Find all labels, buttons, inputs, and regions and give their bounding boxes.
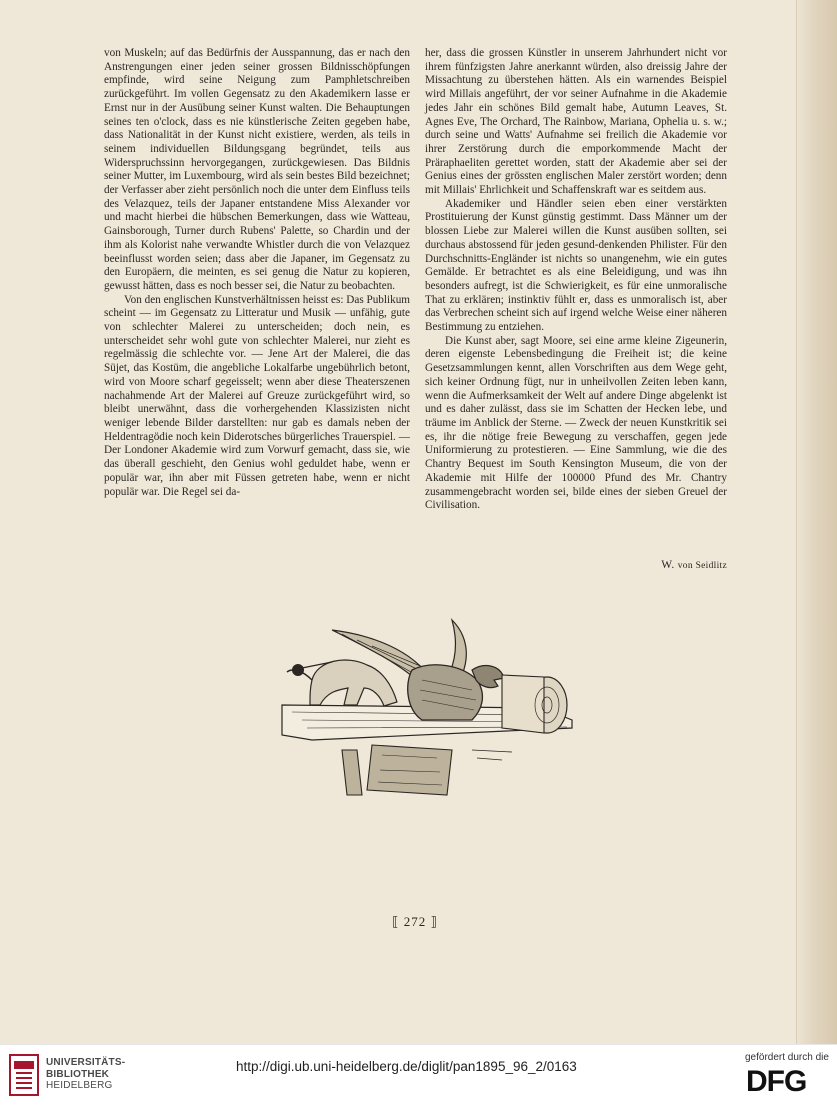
page-gutter bbox=[796, 0, 837, 1044]
footer-bar bbox=[0, 1044, 837, 1105]
heidelberg-ub-logo-icon[interactable] bbox=[8, 1053, 40, 1097]
signature-name: von Seidlitz bbox=[677, 561, 727, 571]
paragraph: Von den englischen Kunstverhältnissen heisst es: Das Publikum scheint — im Gegensatz zu Litteratur und Musik — unfähig, gute von schlechter Malerei zu unterscheiden; doch nein, es unterscheidet sehr wohl gute von schlechter Malerei, nur zieht es regelmässig die schlechte vor. — Jene Art der Malerei, die das Süjet, das Kostüm, die angebliche Lokalfarbe ungebührlich betont, wird von Moore scharf gegeisselt; wenn aber diese Theaterszenen nachahmende Art der Malerei auf Greuze zurückgeführt wird, so bleibt unerwähnt, dass die vorhergehenden Klassizisten nicht weniger lebende Bilder darstellten: nur gab es damals neben der Heldentragödie noch kein Diderotsches bürgerliches Trauerspiel. — Der Londoner Akademie wird zum Vorwurf gemacht, dass sie, wie das überall geschieht, den Genius wohl geduldet habe, wenn er populär war, ihn aber mit Füssen getreten habe, wenn er nicht populär war. Die Regel sei da- bbox=[104, 293, 410, 498]
library-line-1: UNIVERSITÄTS- bbox=[46, 1057, 126, 1068]
signature-initial: W. bbox=[661, 559, 678, 571]
library-line-3: HEIDELBERG bbox=[46, 1080, 113, 1091]
page-number: ⟦ 272 ⟧ bbox=[392, 914, 438, 929]
author-signature bbox=[560, 559, 727, 571]
paragraph: Die Kunst aber, sagt Moore, sei eine arme kleine Zigeunerin, deren eigenste Lebensbedingung die Freiheit ist; die keine Gesetzsammlungen kennt, allen Vorschriften aus dem Wege geht, sich keiner Ordnung fügt, nur in unheilvollen Zeiten leben kann, wenn die Aufmerksamkeit der Welt auf andere Dinge abgelenkt ist und es daher zulässt, dass sie im Schatten der Hecken lebe, und träume im Anblick der Sterne. — Zweck der neuen Kunstkritik sei es, ihr die nötige freie Bewegung zu verschaffen, gegen jede Uniformierung zu protestieren. — Eine Sammlung, wie die des Chantry Bequest im South Kensington Museum, die von der Akademie mit Hilfe der 100000 Pfund des Mr. Chantry zusammengebracht worden sei, bilde eines der sieben Greuel der Civilisation. bbox=[425, 334, 727, 512]
library-line-2: BIBLIOTHEK bbox=[46, 1068, 110, 1080]
left-column bbox=[104, 47, 410, 499]
dfg-logo[interactable]: DFG bbox=[746, 1065, 807, 1098]
library-name[interactable] bbox=[46, 1057, 125, 1092]
paragraph: Akademiker und Händler seien eben einer verstärkten Prostituierung der Kunst günstig gestimmt. Dass Männer um der blossen Liebe zur Malerei willen die Kunst ausüben sollten, sei durchaus abstossend für jeden gesund-denkenden Philister. Für den Durchschnitts-Engländer ist nichts so unangenehm, wie ein gutes Gemälde. Er betrachtet es als eine Beleidigung, und was ihn besonders aufregt, ist die Schwierigkeit, es für eine unmoralische That zu erklären; instinktiv fühlt er, dass es unmoralisch ist, aber das Verbrechen scheint sich auf irgend welche Weise einer näheren Bestimmung zu entziehen. bbox=[425, 197, 727, 334]
funding-caption: gefördert durch die bbox=[745, 1052, 829, 1063]
paragraph: her, dass die grossen Künstler in unserem Jahrhundert nicht vor ihrem fünfzigsten Jahre anerkannt würden, also dreissig Jahre der Missachtung zu überstehen hätten. Als ein warnendes Beispiel wird Millais angeführt, der vor seiner Aufnahme in die Akademie jedes Jahr ein schönes Bild gemalt habe, Autumn Leaves, St. Agnes Eve, The Orchard, The Rainbow, Mariana, Ophelia u. s. w.; durch seine und Watts' Aufnahme sei freilich die Akademie vor ihrer Zerstörung durch die emporkommende Macht der Präraphaeliten gerettet worden, statt der Akademie aber sei der Genius eines der grössten englischen Maler zerstört worden; denn mit Millais' Ehrlichkeit und Schaffenskraft war es seitdem aus. bbox=[425, 47, 727, 197]
griffin-and-lion-vignette-icon bbox=[272, 610, 582, 810]
permalink-url[interactable]: http://digi.ub.uni-heidelberg.de/diglit/pan1895_96_2/0163 bbox=[236, 1059, 577, 1074]
paragraph: von Muskeln; auf das Bedürfnis der Ausspannung, das er nach den Anstrengungen einer jeden seiner grossen Bildnisschöpfungen empfinde, wird seine Neigung zum Pamphletschreiben zurückgeführt. Im vollen Gegensatz zu den Akademikern lasse er Ernst nur in der Ausübung seiner Kunst walten. Die Behauptungen seines ten o'clock, dass es nie künstlerische Zeiten gegeben habe, dass Nationalität in der Kunst nicht existiere, werden, als teils in seinem individuellen Bildungsgang begründet, teils aus Widerspruchssinn hervorgegangen, zurückgewiesen. Das Bildnis seiner Mutter, im Luxembourg, wird als sein bestes Bild bezeichnet; der Verfasser aber zieht persönlich noch die unter dem Einfluss teils des Velazquez, teils der Japaner entstandene Miss Alexander vor und macht hierbei die hübschen Bemerkungen, dass wie Watteau, Gainsborough, Turner durch Rubens' Palette, so Chardin und der ihm als Kolorist nahe verwandte Whistler durch die von Velazquez beeinflusst worden seien; dass aber die Japaner, im Gegensatz zu den Europäern, die meinten, es sei genug die Natur zu kopieren, gewusst hätten, dass es noch besser sei, die Natur zu beobachten. bbox=[104, 47, 410, 292]
right-column bbox=[425, 47, 727, 513]
